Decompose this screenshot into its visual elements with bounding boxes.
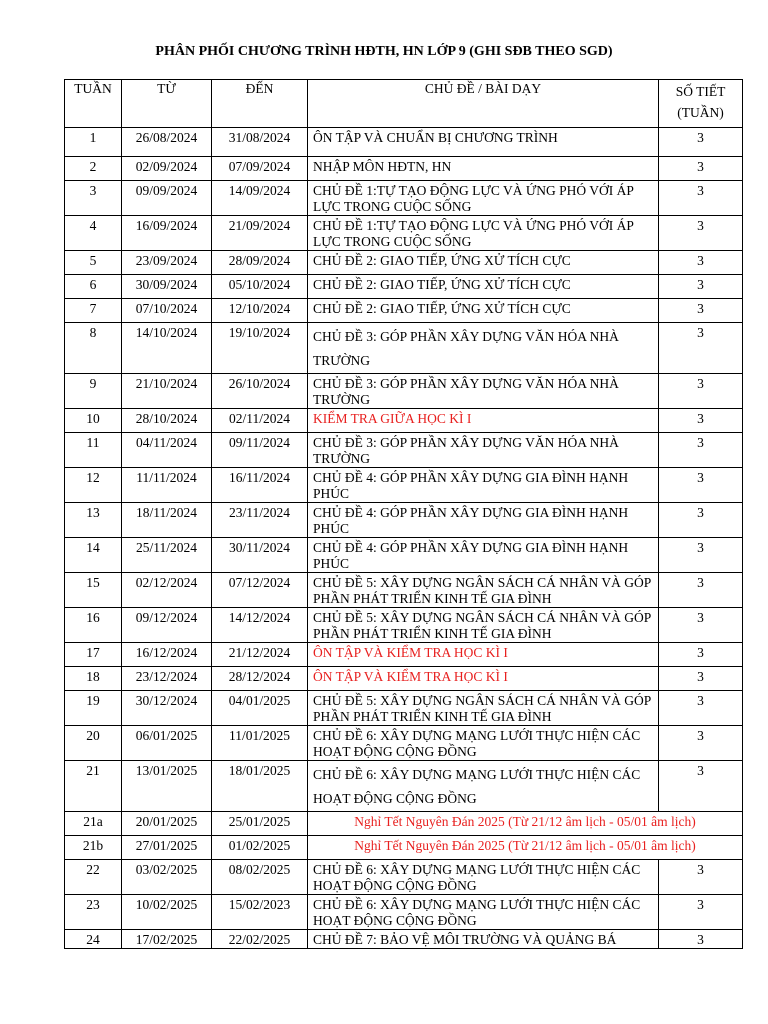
cell-week: 1 [65, 128, 122, 157]
cell-to: 30/11/2024 [212, 538, 308, 573]
header-to: ĐẾN [212, 80, 308, 128]
table-row [65, 181, 743, 216]
cell-from: 04/11/2024 [122, 433, 212, 468]
cell-from: 10/02/2025 [122, 895, 212, 930]
table-row [65, 643, 743, 667]
cell-topic: CHỦ ĐỀ 3: GÓP PHẦN XÂY DỰNG VĂN HÓA NHÀ TRƯỜNG [308, 374, 659, 409]
cell-topic: CHỦ ĐỀ 3: GÓP PHẦN XÂY DỰNG VĂN HÓA NHÀ TRƯỜNG [308, 323, 659, 374]
cell-to: 14/09/2024 [212, 181, 308, 216]
cell-topic: CHỦ ĐỀ 6: XÂY DỰNG MẠNG LƯỚI THỰC HIỆN CÁC HOẠT ĐỘNG CỘNG ĐỒNG [308, 895, 659, 930]
cell-periods: 3 [659, 216, 743, 251]
cell-periods: 3 [659, 181, 743, 216]
cell-from: 30/12/2024 [122, 691, 212, 726]
cell-topic: CHỦ ĐỀ 5: XÂY DỰNG NGÂN SÁCH CÁ NHÂN VÀ GÓP PHẦN PHÁT TRIỂN KINH TẾ GIA ĐÌNH [308, 608, 659, 643]
table-row [65, 538, 743, 573]
cell-periods: 3 [659, 643, 743, 667]
cell-topic: CHỦ ĐỀ 6: XÂY DỰNG MẠNG LƯỚI THỰC HIỆN CÁC HOẠT ĐỘNG CỘNG ĐỒNG [308, 761, 659, 812]
cell-periods: 3 [659, 860, 743, 895]
cell-week: 22 [65, 860, 122, 895]
curriculum-table [64, 79, 743, 949]
table-row [65, 726, 743, 761]
header-topic: CHỦ ĐỀ / BÀI DẠY [308, 80, 659, 128]
cell-topic: CHỦ ĐỀ 1:TỰ TẠO ĐỘNG LỰC VÀ ỨNG PHÓ VỚI ÁP LỰC TRONG CUỘC SỐNG [308, 216, 659, 251]
cell-periods: 3 [659, 691, 743, 726]
cell-to: 07/12/2024 [212, 573, 308, 608]
cell-periods: 3 [659, 468, 743, 503]
cell-week: 21a [65, 812, 122, 836]
cell-from: 26/08/2024 [122, 128, 212, 157]
cell-week: 18 [65, 667, 122, 691]
cell-periods: 3 [659, 667, 743, 691]
cell-from: 06/01/2025 [122, 726, 212, 761]
cell-week: 24 [65, 930, 122, 949]
cell-periods: 3 [659, 573, 743, 608]
cell-week: 21 [65, 761, 122, 812]
cell-to: 02/11/2024 [212, 409, 308, 433]
cell-week: 13 [65, 503, 122, 538]
cell-periods: 3 [659, 299, 743, 323]
cell-topic: CHỦ ĐỀ 7: BẢO VỆ MÔI TRƯỜNG VÀ QUẢNG BÁ [308, 930, 659, 949]
cell-to: 04/01/2025 [212, 691, 308, 726]
table-row [65, 812, 743, 836]
cell-to: 28/12/2024 [212, 667, 308, 691]
cell-periods: 3 [659, 433, 743, 468]
cell-to: 21/09/2024 [212, 216, 308, 251]
cell-from: 07/10/2024 [122, 299, 212, 323]
table-row [65, 895, 743, 930]
cell-week: 20 [65, 726, 122, 761]
table-row [65, 216, 743, 251]
cell-week: 5 [65, 251, 122, 275]
cell-from: 13/01/2025 [122, 761, 212, 812]
cell-week: 3 [65, 181, 122, 216]
cell-week: 19 [65, 691, 122, 726]
table-row [65, 573, 743, 608]
cell-week: 14 [65, 538, 122, 573]
cell-periods: 3 [659, 895, 743, 930]
cell-to: 19/10/2024 [212, 323, 308, 374]
cell-periods: 3 [659, 128, 743, 157]
cell-periods: 3 [659, 503, 743, 538]
cell-from: 21/10/2024 [122, 374, 212, 409]
cell-to: 05/10/2024 [212, 275, 308, 299]
cell-from: 14/10/2024 [122, 323, 212, 374]
cell-periods: 3 [659, 275, 743, 299]
table-row [65, 433, 743, 468]
cell-from: 03/02/2025 [122, 860, 212, 895]
cell-from: 25/11/2024 [122, 538, 212, 573]
cell-from: 09/09/2024 [122, 181, 212, 216]
cell-week: 12 [65, 468, 122, 503]
cell-topic: NHẬP MÔN HĐTN, HN [308, 157, 659, 181]
table-row [65, 667, 743, 691]
cell-from: 20/01/2025 [122, 812, 212, 836]
table-row [65, 930, 743, 949]
cell-topic: ÔN TẬP VÀ CHUẨN BỊ CHƯƠNG TRÌNH [308, 128, 659, 157]
cell-topic: CHỦ ĐỀ 5: XÂY DỰNG NGÂN SÁCH CÁ NHÂN VÀ GÓP PHẦN PHÁT TRIỂN KINH TẾ GIA ĐÌNH [308, 691, 659, 726]
cell-from: 09/12/2024 [122, 608, 212, 643]
cell-to: 21/12/2024 [212, 643, 308, 667]
header-from: TỪ [122, 80, 212, 128]
cell-week: 17 [65, 643, 122, 667]
cell-topic: ÔN TẬP VÀ KIỂM TRA HỌC KÌ I [308, 643, 659, 667]
table-row [65, 374, 743, 409]
cell-periods: 3 [659, 157, 743, 181]
cell-week: 6 [65, 275, 122, 299]
cell-topic: CHỦ ĐỀ 2: GIAO TIẾP, ỨNG XỬ TÍCH CỰC [308, 275, 659, 299]
cell-from: 16/09/2024 [122, 216, 212, 251]
cell-week: 21b [65, 836, 122, 860]
cell-week: 4 [65, 216, 122, 251]
table-row [65, 323, 743, 374]
cell-topic: CHỦ ĐỀ 1:TỰ TẠO ĐỘNG LỰC VÀ ỨNG PHÓ VỚI ÁP LỰC TRONG CUỘC SỐNG [308, 181, 659, 216]
cell-to: 07/09/2024 [212, 157, 308, 181]
cell-to: 01/02/2025 [212, 836, 308, 860]
cell-topic: CHỦ ĐỀ 3: GÓP PHẦN XÂY DỰNG VĂN HÓA NHÀ TRƯỜNG [308, 433, 659, 468]
cell-week: 10 [65, 409, 122, 433]
cell-to: 18/01/2025 [212, 761, 308, 812]
cell-topic: KIỂM TRA GIỮA HỌC KÌ I [308, 409, 659, 433]
cell-from: 16/12/2024 [122, 643, 212, 667]
cell-from: 11/11/2024 [122, 468, 212, 503]
table-row [65, 761, 743, 812]
cell-week: 15 [65, 573, 122, 608]
table-row [65, 691, 743, 726]
table-row [65, 128, 743, 157]
cell-topic: CHỦ ĐỀ 2: GIAO TIẾP, ỨNG XỬ TÍCH CỰC [308, 299, 659, 323]
cell-week: 7 [65, 299, 122, 323]
table-row [65, 608, 743, 643]
cell-week: 16 [65, 608, 122, 643]
cell-from: 30/09/2024 [122, 275, 212, 299]
cell-to: 25/01/2025 [212, 812, 308, 836]
cell-from: 23/09/2024 [122, 251, 212, 275]
header-periods: SỐ TIẾT (TUẦN) [659, 80, 743, 128]
cell-periods: 3 [659, 323, 743, 374]
cell-periods: 3 [659, 538, 743, 573]
cell-to: 23/11/2024 [212, 503, 308, 538]
cell-periods: 3 [659, 409, 743, 433]
cell-to: 12/10/2024 [212, 299, 308, 323]
cell-periods: 3 [659, 761, 743, 812]
cell-to: 31/08/2024 [212, 128, 308, 157]
cell-from: 27/01/2025 [122, 836, 212, 860]
cell-to: 28/09/2024 [212, 251, 308, 275]
cell-from: 18/11/2024 [122, 503, 212, 538]
header-row [65, 80, 743, 128]
cell-from: 23/12/2024 [122, 667, 212, 691]
cell-topic: CHỦ ĐỀ 5: XÂY DỰNG NGÂN SÁCH CÁ NHÂN VÀ GÓP PHẦN PHÁT TRIỂN KINH TẾ GIA ĐÌNH [308, 573, 659, 608]
table-row [65, 503, 743, 538]
cell-periods: 3 [659, 251, 743, 275]
table-row [65, 251, 743, 275]
cell-periods: 3 [659, 374, 743, 409]
cell-week: 11 [65, 433, 122, 468]
header-week: TUẦN [65, 80, 122, 128]
cell-week: 2 [65, 157, 122, 181]
cell-week: 9 [65, 374, 122, 409]
document-title: PHÂN PHỐI CHƯƠNG TRÌNH HĐTH, HN LỚP 9 (GHI SĐB THEO SGD) [155, 44, 613, 59]
cell-topic: CHỦ ĐỀ 6: XÂY DỰNG MẠNG LƯỚI THỰC HIỆN CÁC HOẠT ĐỘNG CỘNG ĐỒNG [308, 860, 659, 895]
table-row [65, 468, 743, 503]
cell-topic: ÔN TẬP VÀ KIỂM TRA HỌC KÌ I [308, 667, 659, 691]
cell-topic: CHỦ ĐỀ 4: GÓP PHẦN XÂY DỰNG GIA ĐÌNH HẠNH PHÚC [308, 468, 659, 503]
cell-to: 26/10/2024 [212, 374, 308, 409]
cell-topic: CHỦ ĐỀ 4: GÓP PHẦN XÂY DỰNG GIA ĐÌNH HẠNH PHÚC [308, 503, 659, 538]
table-row [65, 860, 743, 895]
cell-to: 22/02/2025 [212, 930, 308, 949]
cell-from: 02/09/2024 [122, 157, 212, 181]
cell-to: 08/02/2025 [212, 860, 308, 895]
cell-to: 15/02/2023 [212, 895, 308, 930]
cell-topic: CHỦ ĐỀ 2: GIAO TIẾP, ỨNG XỬ TÍCH CỰC [308, 251, 659, 275]
cell-topic: CHỦ ĐỀ 4: GÓP PHẦN XÂY DỰNG GIA ĐÌNH HẠNH PHÚC [308, 538, 659, 573]
cell-topic: CHỦ ĐỀ 6: XÂY DỰNG MẠNG LƯỚI THỰC HIỆN CÁC HOẠT ĐỘNG CỘNG ĐỒNG [308, 726, 659, 761]
cell-to: 16/11/2024 [212, 468, 308, 503]
cell-from: 28/10/2024 [122, 409, 212, 433]
cell-from: 02/12/2024 [122, 573, 212, 608]
cell-holiday: Nghỉ Tết Nguyên Đán 2025 (Từ 21/12 âm lịch - 05/01 âm lịch) [308, 836, 743, 860]
cell-holiday: Nghỉ Tết Nguyên Đán 2025 (Từ 21/12 âm lịch - 05/01 âm lịch) [308, 812, 743, 836]
table-row [65, 157, 743, 181]
cell-periods: 3 [659, 726, 743, 761]
cell-periods: 3 [659, 930, 743, 949]
cell-to: 14/12/2024 [212, 608, 308, 643]
cell-from: 17/02/2025 [122, 930, 212, 949]
table-row [65, 836, 743, 860]
cell-periods: 3 [659, 608, 743, 643]
table-row [65, 409, 743, 433]
cell-to: 09/11/2024 [212, 433, 308, 468]
table-row [65, 275, 743, 299]
cell-week: 23 [65, 895, 122, 930]
cell-week: 8 [65, 323, 122, 374]
table-row [65, 299, 743, 323]
cell-to: 11/01/2025 [212, 726, 308, 761]
